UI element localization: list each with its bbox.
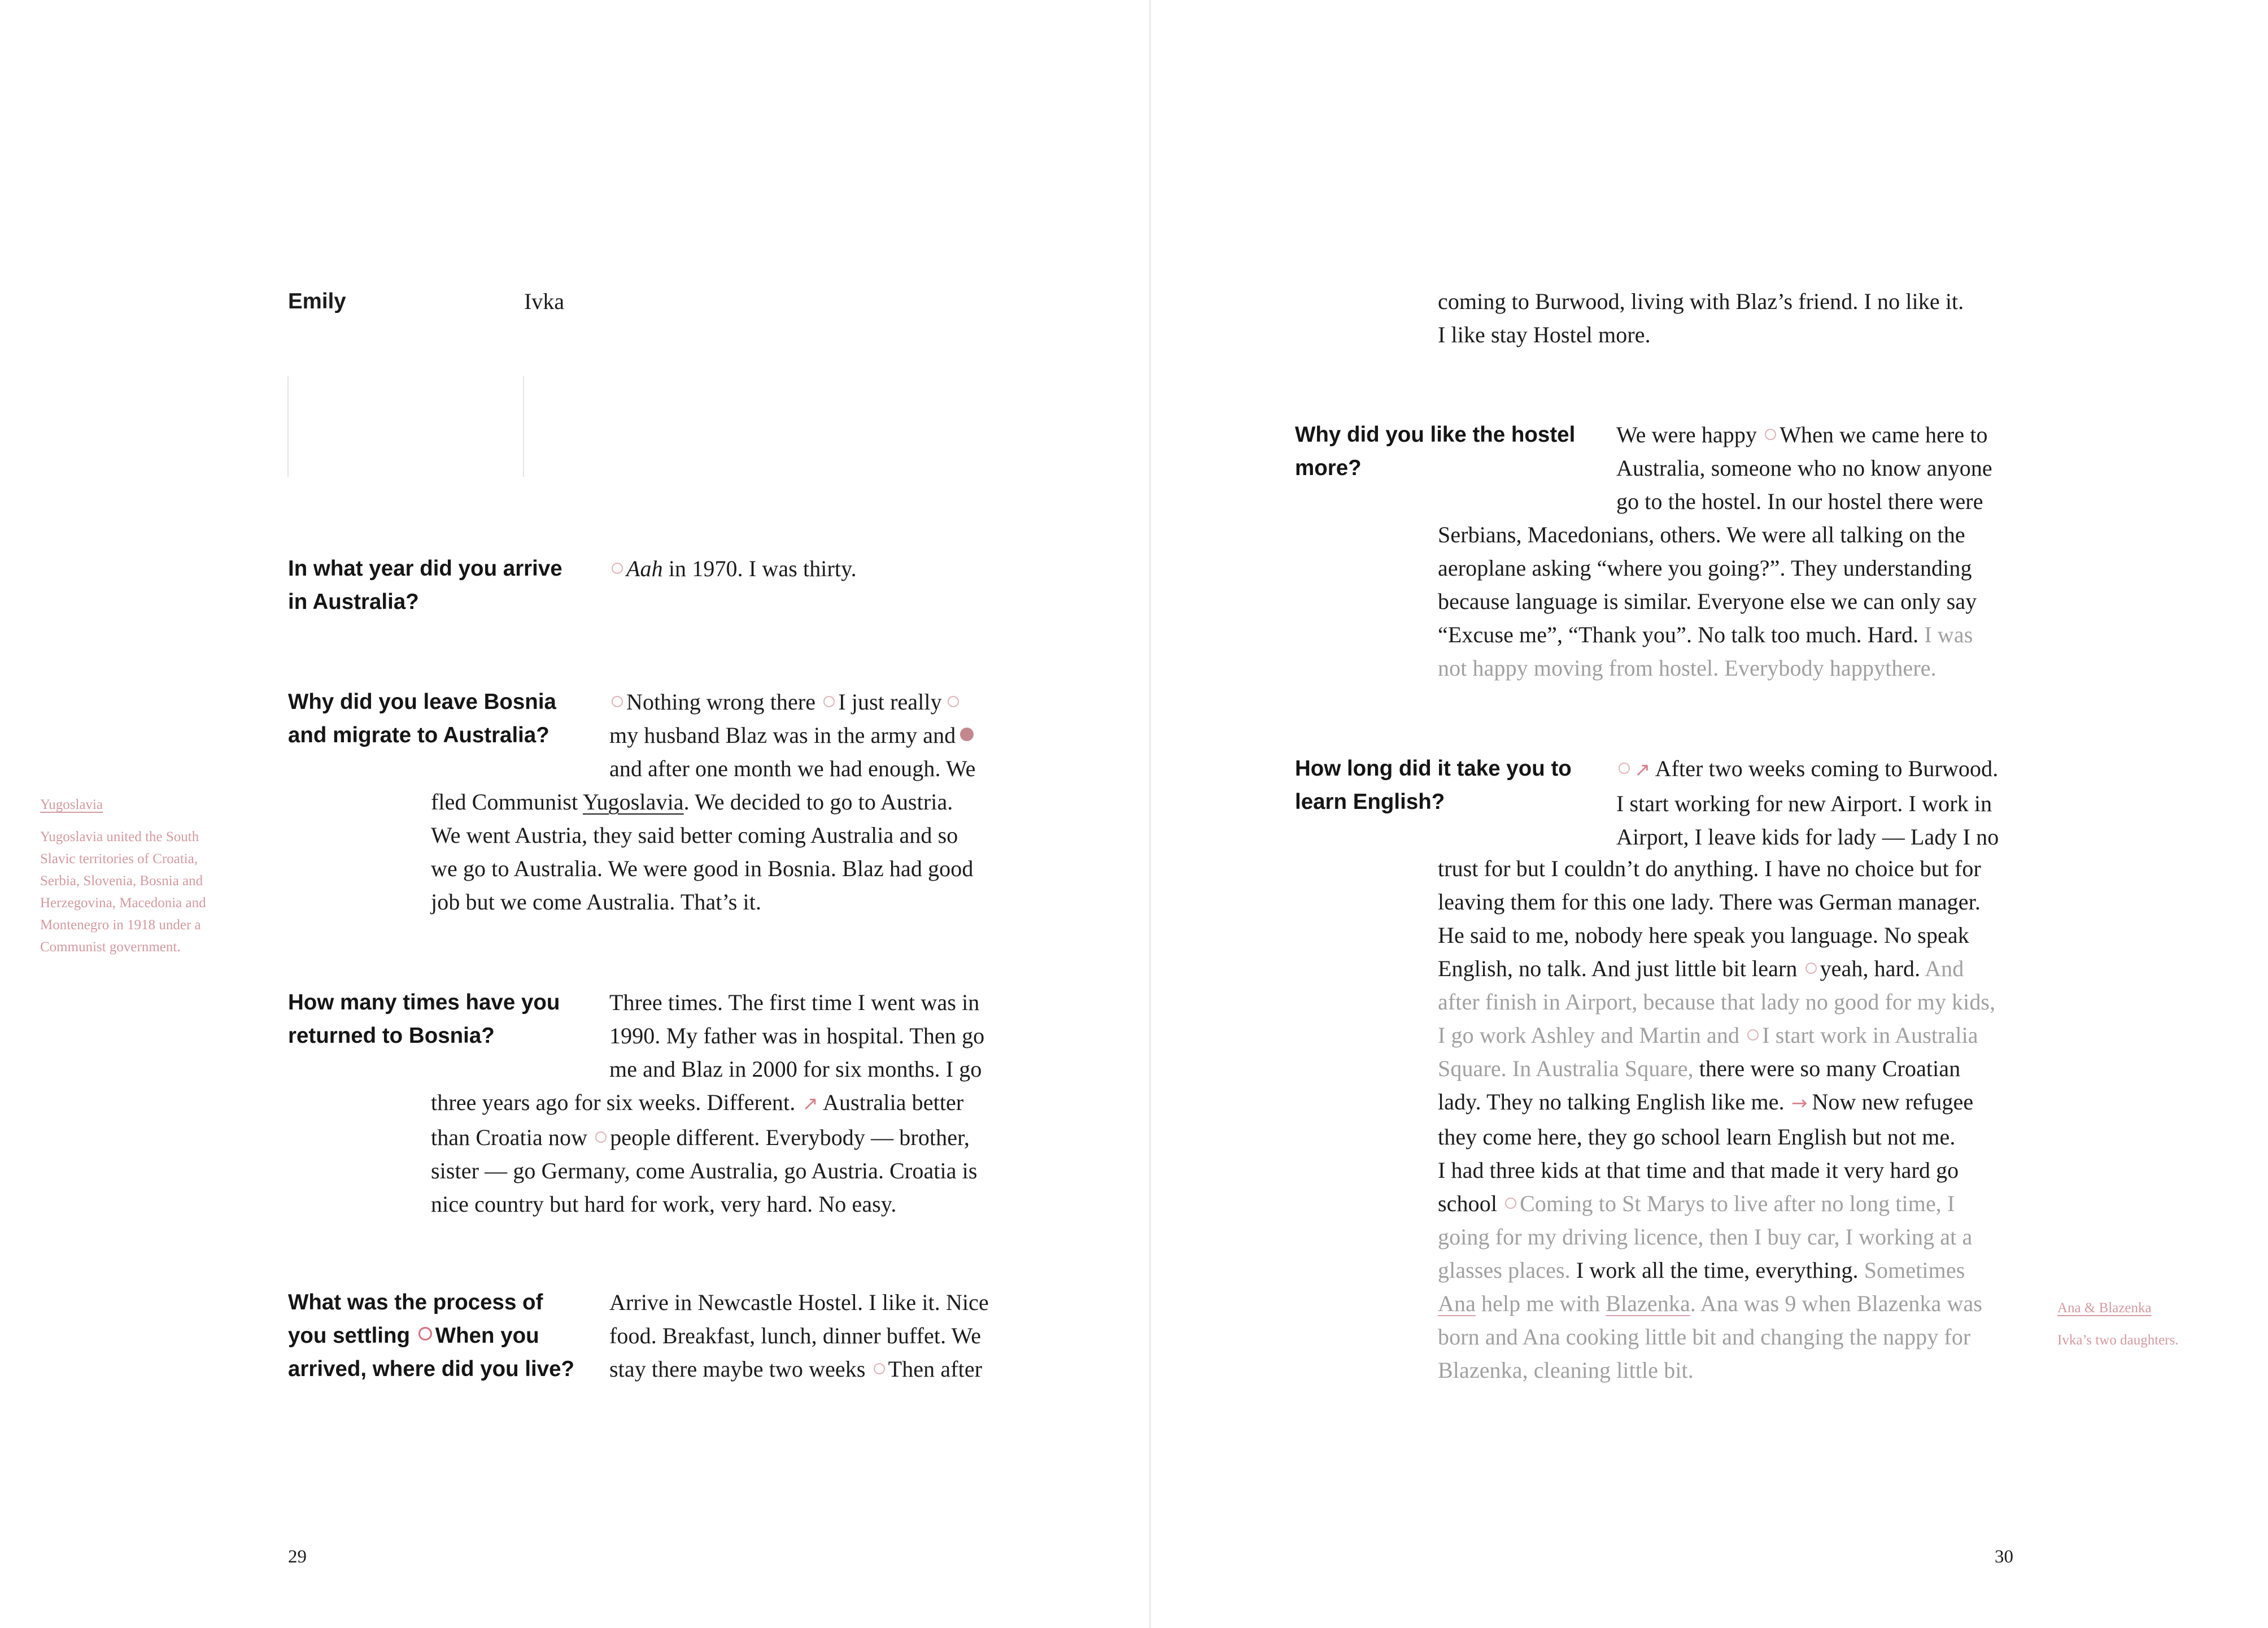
answer-text: lady. They no talking English like me. — [1438, 1089, 1785, 1115]
answer-text: leaving them for this one lady. There was German manager. — [1438, 889, 1981, 915]
sidenote-line: Communist government. — [40, 939, 181, 955]
sidenote-line: Yugoslavia united the South — [40, 829, 199, 845]
north-east-arrow-icon: ↗ — [1634, 759, 1651, 781]
speaker-interviewee: Ivka — [524, 289, 565, 314]
answer-why-leave-body — [431, 785, 973, 919]
continued-answer — [1438, 285, 1964, 351]
open-circle-marker-icon — [823, 696, 835, 707]
answer-text: people different. Everybody — brother, — [610, 1125, 970, 1150]
answer-text: Then after — [888, 1356, 983, 1382]
answer-text: I just really — [838, 689, 942, 715]
speaker-interviewer: Emily — [288, 289, 346, 314]
answer-text: trust for but I couldn’t do anything. I have no choice but for — [1438, 856, 1981, 881]
answer-text-muted: Coming to St Marys to live after no long time, I — [1520, 1191, 1955, 1216]
answer-text: because language is similar. Everyone else we can only say — [1438, 589, 1977, 614]
question-line: in Australia? — [288, 590, 419, 614]
answer-text-muted: I go work Ashley and Martin and — [1438, 1022, 1740, 1048]
north-east-arrow-icon: ↗ — [802, 1092, 819, 1115]
answer-text: “Excuse me”, “Thank you”. No talk too much. Hard. — [1438, 622, 1919, 647]
question-line: Why did you like the hostel — [1295, 423, 1576, 447]
answer-text: food. Breakfast, lunch, dinner buffet. We — [609, 1323, 982, 1348]
answer-text: stay there maybe two weeks — [609, 1356, 866, 1382]
answer-english-top — [1616, 752, 1999, 854]
answer-text: in 1970. I was thirty. — [662, 556, 857, 581]
question-line: you settling — [288, 1324, 411, 1348]
open-circle-marker-icon — [948, 696, 959, 707]
sidenote-line: Herzegovina, Macedonia and — [40, 895, 206, 911]
question-line: and migrate to Australia? — [288, 723, 549, 747]
answer-text: aeroplane asking “where you going?”. They understanding — [1438, 555, 1972, 581]
answer-text: 1990. My father was in hospital. Then go — [609, 1023, 985, 1048]
answer-text-muted: Blazenka, cleaning little bit. — [1438, 1357, 1694, 1383]
question-line: arrived, where did you live? — [288, 1357, 575, 1381]
answer-text: there were so many Croatian — [1693, 1056, 1961, 1081]
open-circle-marker-icon — [1619, 763, 1630, 774]
answer-text-muted: Sometimes — [1858, 1257, 1965, 1283]
answer-text: coming to Burwood, living with Blaz’s friend. I no like it. — [1438, 289, 1964, 314]
answer-text-muted: help me with — [1475, 1291, 1606, 1316]
sidenote-yugoslavia — [40, 794, 243, 958]
answer-text-muted: glasses places. — [1438, 1257, 1571, 1283]
answer-text: We were happy — [1616, 422, 1757, 447]
blazenka-link[interactable]: Blazenka — [1606, 1291, 1690, 1316]
question-english — [1295, 752, 1572, 819]
answer-returns-top — [609, 986, 984, 1086]
sidenote-title: Ana & Blazenka — [2057, 1300, 2152, 1316]
question-line: How long did it take you to — [1295, 756, 1572, 781]
answer-why-leave-top — [609, 685, 976, 785]
answer-text: and after one month we had enough. We — [609, 756, 976, 781]
open-circle-marker-icon — [1765, 429, 1776, 440]
answer-arrival-year — [609, 552, 857, 585]
answer-text: I start working for new Airport. I work in — [1616, 791, 1992, 816]
answer-text: When we came here to — [1779, 422, 1988, 447]
answer-text: my husband Blaz was in the army and — [609, 722, 956, 748]
question-line: In what year did you arrive — [288, 556, 562, 581]
answer-text: nice country but hard for work, very hard. No easy. — [431, 1191, 897, 1217]
sidenote-daughters — [2057, 1297, 2261, 1351]
question-settling — [288, 1286, 574, 1386]
answer-text: sister — go Germany, come Australia, go Austria. Croatia is — [431, 1158, 978, 1183]
answer-text: He said to me, nobody here speak you language. No speak — [1438, 922, 1969, 948]
sidenote-body — [40, 826, 243, 958]
answer-text: school — [1438, 1191, 1498, 1216]
answer-english-body — [1438, 852, 1995, 1387]
page-number-right: 30 — [1995, 1547, 2013, 1567]
open-circle-marker-icon — [1505, 1198, 1516, 1209]
question-line: learn English? — [1295, 790, 1445, 814]
answer-text: Airport, I leave kids for lady — Lady I no — [1616, 824, 1999, 850]
question-line: How many times have you — [288, 990, 560, 1015]
answer-text-muted: I was — [1918, 622, 1973, 647]
answer-text: Nothing wrong there — [626, 689, 816, 715]
answer-text-muted: . Ana was 9 when Blazenka was — [1690, 1291, 1983, 1316]
question-hostel — [1295, 418, 1575, 485]
question-line: returned to Bosnia? — [288, 1024, 495, 1048]
answer-text: . We decided to go to Austria. — [683, 789, 953, 815]
book-spine — [1149, 0, 1151, 1628]
answer-text: Australia better — [823, 1090, 964, 1115]
answer-italic: Aah — [626, 556, 663, 581]
answer-text: we go to Australia. We were good in Bosnia. Blaz had good — [431, 856, 974, 881]
open-circle-marker-icon — [612, 696, 623, 707]
right-arrow-icon: → — [1791, 1092, 1808, 1115]
answer-text: me and Blaz in 2000 for six months. I go — [609, 1056, 982, 1082]
sidenote-title: Yugoslavia — [40, 797, 103, 812]
open-circle-marker-icon — [1747, 1029, 1759, 1041]
sidenote-line: Montenegro in 1918 under a — [40, 917, 201, 933]
answer-text-muted: born and Ana cooking little bit and changing the nappy for — [1438, 1324, 1971, 1350]
open-circle-marker-icon — [595, 1131, 607, 1143]
answer-text: Serbians, Macedonians, others. We were all talking on the — [1438, 522, 1965, 547]
answer-text: Three times. The first time I went was in — [609, 990, 980, 1015]
answer-text: English, no talk. And just little bit learn — [1438, 956, 1798, 981]
open-circle-marker-icon — [874, 1363, 885, 1374]
answer-text-muted: And — [1920, 956, 1964, 981]
answer-text: I like stay Hostel more. — [1438, 322, 1651, 347]
page-number-left: 29 — [288, 1547, 307, 1567]
open-circle-marker-icon — [1805, 963, 1817, 974]
answer-text: After two weeks coming to Burwood. — [1655, 756, 1999, 781]
filled-circle-marker-icon — [960, 728, 974, 741]
answer-text: they come here, they go school learn English but not me. — [1438, 1124, 1956, 1150]
yugoslavia-link[interactable]: Yugoslavia — [582, 789, 684, 815]
ana-link[interactable]: Ana — [1438, 1291, 1476, 1316]
answer-text-muted: going for my driving licence, then I buy car, I working at a — [1438, 1224, 1973, 1250]
question-line: more? — [1295, 456, 1362, 480]
question-arrival-year — [288, 552, 562, 619]
answer-text: yeah, hard. — [1820, 956, 1921, 981]
answer-text-muted: after finish in Airport, because that lady no good for my kids, — [1438, 989, 1996, 1015]
answer-text: go to the hostel. In our hostel there were — [1616, 489, 1983, 514]
sidenote-line: Serbia, Slovenia, Bosnia and — [40, 873, 203, 889]
answer-text: Now new refugee — [1812, 1089, 1974, 1115]
answer-text-muted: I start work in Australia — [1762, 1022, 1978, 1048]
answer-text: I work all the time, everything. — [1570, 1257, 1859, 1283]
speaker-rule-interviewee — [523, 376, 524, 477]
open-circle-marker-icon — [418, 1327, 432, 1340]
question-why-leave — [288, 685, 556, 752]
answer-text: three years ago for six weeks. Different. — [431, 1090, 796, 1115]
question-line: Why did you leave Bosnia — [288, 690, 556, 714]
answer-settling — [609, 1286, 989, 1386]
open-circle-marker-icon — [612, 563, 623, 574]
answer-returns-body — [431, 1086, 978, 1221]
answer-text: We went Austria, they said better coming Australia and so — [431, 822, 958, 848]
sidenote-body: Ivka’s two daughters. — [2057, 1333, 2179, 1348]
question-line: When you — [435, 1324, 539, 1348]
speaker-rule-interviewer — [287, 376, 289, 477]
answer-text: Arrive in Newcastle Hostel. I like it. Nice — [609, 1290, 989, 1315]
sidenote-line: Slavic territories of Croatia, — [40, 851, 198, 867]
answer-hostel-body — [1438, 518, 1977, 685]
answer-text: job but we come Australia. That’s it. — [431, 889, 762, 915]
answer-text: I had three kids at that time and that made it very hard go — [1438, 1157, 1959, 1183]
answer-text: Australia, someone who no know anyone — [1616, 455, 1992, 481]
question-returns — [288, 986, 560, 1052]
answer-text-muted: not happy moving from hostel. Everybody happythere. — [1438, 655, 1936, 681]
answer-hostel-top — [1616, 418, 1992, 518]
answer-text-muted: Square. In Australia Square, — [1438, 1056, 1694, 1081]
answer-text: than Croatia now — [431, 1125, 588, 1150]
answer-text: fled Communist — [431, 789, 583, 815]
question-line: What was the process of — [288, 1290, 543, 1314]
